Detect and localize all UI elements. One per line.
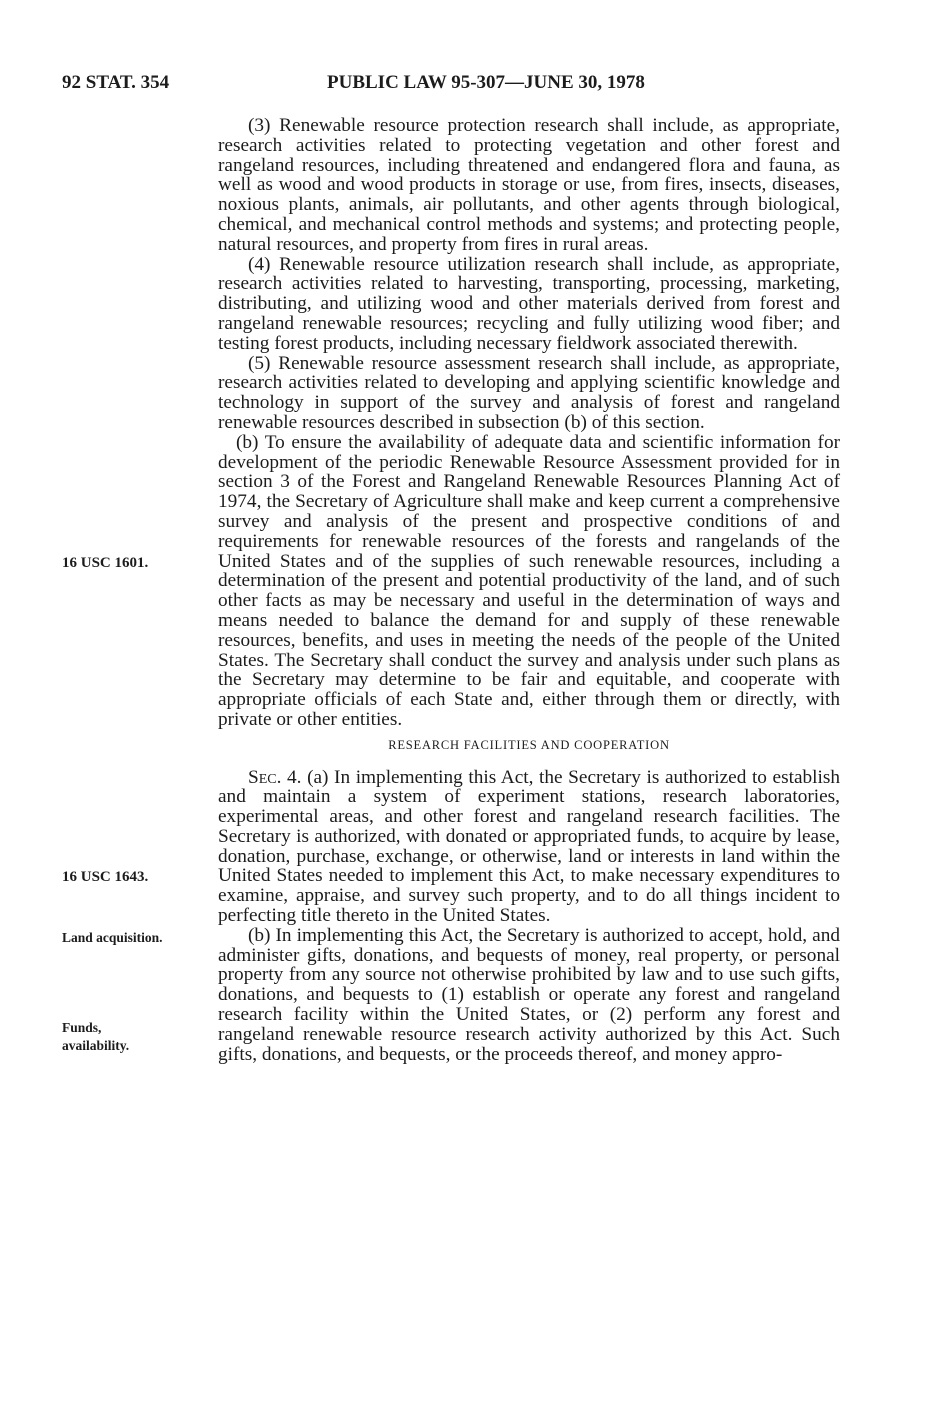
paragraph-5: (5) Renewable resource assessment research shall include, as appropriate, research activities related to developing and applying scientific knowledge and technology in support of the survey and analysis of forest and rangeland renewable resources described in subsection (b) of this section. (218, 352, 840, 433)
paragraph-4: (4) Renewable resource utilization research shall include, as appropriate, research activities related to harvesting, transporting, processing, marketing, distributing, and utilizing wood and other materials derived from forest and rangeland renewable resources; recycling and fully utilizing wood fiber; and testing forest products, including necessary fieldwork associated therewith. (218, 253, 840, 354)
margin-note-funds-availability: Funds, availability. (62, 1020, 130, 1053)
paragraph-b: (b) To ensure the availability of adequate data and scientific information for development of the periodic Renewable Resource Assessment provided for in section 3 of the Forest and Rangeland Renewable Resources Planning Act of 1974, the Secretary of Agriculture shall make and keep current a comprehensive survey and analysis of the present and prospective conditions of and requirements for renewable resources of the forests and rangelands of the United States and of the supplies of such renewable resources, including a determination of the present and potential productivity of the land, and of such other facts as may be necessary and useful in the determination of ways and means needed to balance the demand for and supply of these renewable resources, benefits, and uses in meeting the needs of the people of the United States. The Secretary shall conduct the survey and analysis under such plans as the Secretary may determine to be fair and equitable, and cooperate with appropriate officials of each State and, either through them or directly, with private or other entities. (218, 431, 840, 730)
section-4-b: (b) In implementing this Act, the Secretary is authorized to accept, hold, and administer gifts, donations, and bequests of money, real property, or personal property from any source not otherwise prohibited by law and to use such gifts, donations, and bequests to (1) establish or operate any forest and rangeland research facility within the United States, or (2) perform any forest and rangeland renewable resource research activity authorized by this Act. Such gifts, donations, and bequests, or the proceeds thereof, and money appro- (218, 924, 840, 1065)
page-title: PUBLIC LAW 95-307—JUNE 30, 1978 (327, 72, 645, 93)
page-header (62, 72, 842, 102)
page-citation: 92 STAT. 354 (62, 72, 170, 93)
section-4-a-text: (a) In implementing this Act, the Secretary is authorized to establish and maintain a system of experiment stations, research laboratories, experimental areas, and other forest and rangeland research facilities. The Secretary is authorized, with donated or appropriated funds, to acquire by lease, donation, purchase, exchange, or otherwise, land or interests in land within the United States needed to implement this Act, to make necessary expenditures to examine, appraise, and survey such property, and to do all things incident to perfecting title thereto in the United States. (218, 766, 840, 927)
paragraph-3: (3) Renewable resource protection research shall include, as appropriate, research activities related to protecting vegetation and other forest and rangeland resources, including threatened and endangered flora and fauna, as well as wood and wood products in storage or use, from fires, insects, diseases, noxious plants, animals, air pollutants, and other agents through biological, chemical, and mechanical control methods and systems; and protecting people, natural resources, and property from fires in rural areas. (218, 115, 840, 255)
margin-note-16-usc-1601: 16 USC 1601. (62, 555, 149, 571)
section-heading: RESEARCH FACILITIES AND COOPERATION (388, 737, 670, 752)
body-text (218, 116, 840, 1064)
margin-note-land-acquisition: Land acquisition. (62, 930, 163, 945)
margin-note-16-usc-1643: 16 USC 1643. (62, 869, 149, 885)
section-4-a (218, 768, 840, 926)
section-4-label: Sec. 4. (248, 766, 302, 788)
